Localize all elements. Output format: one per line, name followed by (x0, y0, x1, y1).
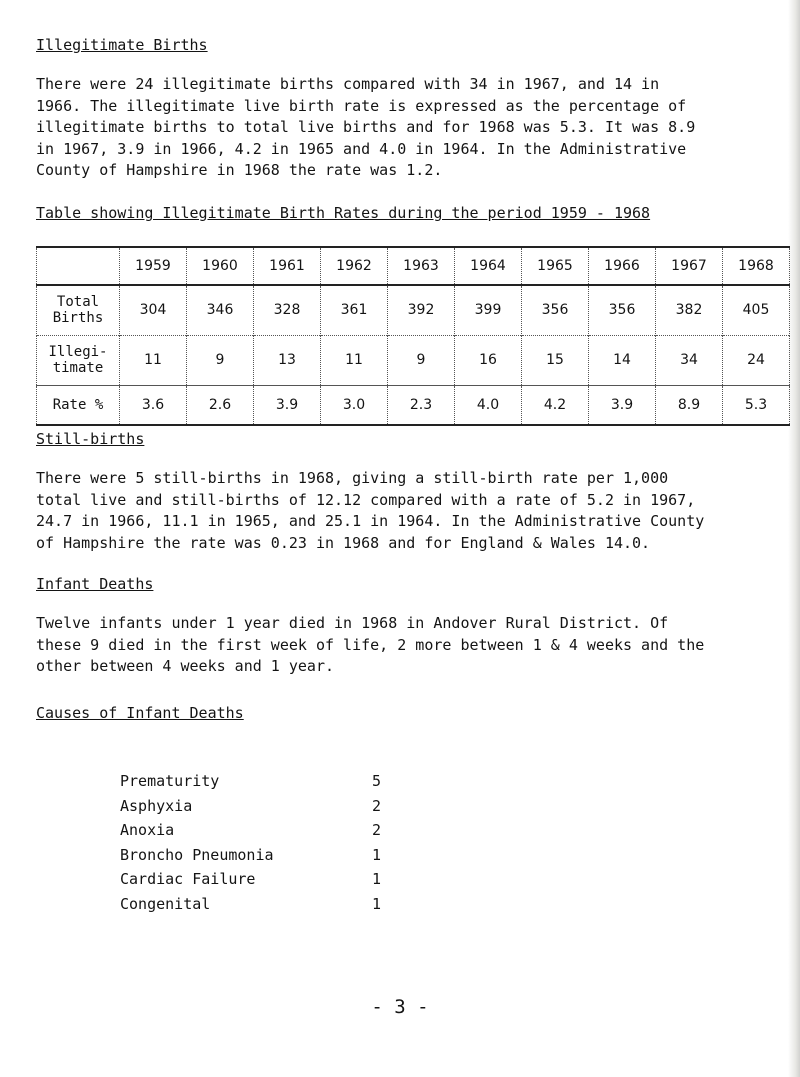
list-item (120, 797, 420, 822)
cause-count: 1 (372, 845, 382, 864)
table-cell: 2.3 (388, 385, 455, 425)
table-cell: 392 (388, 285, 455, 335)
year-header: 1967 (656, 247, 723, 285)
table-cell: 3.9 (589, 385, 656, 425)
row-label: Total Births (37, 285, 120, 335)
paragraph-infant-deaths: Twelve infants under 1 year died in 1968 in Andover Rural District. Of these 9 died in the first week of life, 2 more between 1 & 4 weeks and the other between 4 weeks and 1 year. (36, 614, 705, 675)
table-cell: 356 (589, 285, 656, 335)
table-cell: 4.2 (522, 385, 589, 425)
cause-count: 2 (372, 821, 382, 839)
cause-name: Asphyxia (120, 796, 193, 815)
table-cell: 5.3 (723, 385, 790, 425)
heading-still-births: Still-births (36, 430, 145, 448)
table-cell: 11 (120, 335, 187, 385)
row-label: Rate % (37, 385, 120, 425)
page-edge-shadow (788, 0, 800, 1077)
list-item (120, 772, 420, 797)
heading-illegitimate-births: Illegitimate Births (36, 36, 208, 54)
table-cell: 382 (656, 285, 723, 335)
page-number: - 3 - (371, 996, 429, 1018)
list-item (120, 870, 420, 895)
year-header: 1963 (388, 247, 455, 285)
table-cell: 9 (187, 335, 254, 385)
cause-name: Anoxia (120, 821, 175, 839)
year-header: 1968 (723, 247, 790, 285)
table-cell: 14 (589, 335, 656, 385)
table-cell: 9 (388, 335, 455, 385)
table-cell: 16 (455, 335, 522, 385)
list-item (120, 895, 420, 920)
table-cell: 13 (254, 335, 321, 385)
cause-count: 2 (372, 796, 382, 815)
row-label: Illegi- timate (37, 335, 120, 385)
year-header: 1962 (321, 247, 388, 285)
table-corner-cell (37, 247, 120, 285)
heading-infant-deaths: Infant Deaths (36, 575, 154, 593)
illegitimate-birth-rates-table (36, 246, 790, 426)
paragraph-illegitimate-births: There were 24 illegitimate births compared with 34 in 1967, and 14 in 1966. The illegitimate live birth rate is expressed as the percentage of illegitimate births to total live births and for 1968 was 5.3. It was 8.9 in 1967, 3.9 in 1966, 4.2 in 1965 and 4.0 in 1964. In the Administrative County of Hampshire in 1968 the rate was 1.2. (36, 75, 696, 179)
table-cell: 304 (120, 285, 187, 335)
table-title: Table showing Illegitimate Birth Rates during the period 1959 - 1968 (36, 204, 651, 222)
heading-causes-of-infant-deaths: Causes of Infant Deaths (36, 704, 244, 722)
year-header: 1964 (455, 247, 522, 285)
list-item (120, 821, 420, 846)
table-cell: 24 (723, 335, 790, 385)
table-cell: 361 (321, 285, 388, 335)
table-cell: 328 (254, 285, 321, 335)
table-cell: 15 (522, 335, 589, 385)
table-cell: 3.6 (120, 385, 187, 425)
list-item (120, 846, 420, 871)
table-cell: 3.9 (254, 385, 321, 425)
causes-list (120, 772, 420, 919)
table-row-total-births (37, 285, 790, 335)
cause-name: Cardiac Failure (120, 870, 256, 888)
table-cell: 346 (187, 285, 254, 335)
table-header-row (37, 247, 790, 285)
table-cell: 4.0 (455, 385, 522, 425)
cause-name: Broncho Pneumonia (120, 845, 274, 864)
table-cell: 399 (455, 285, 522, 335)
table-cell: 11 (321, 335, 388, 385)
cause-count: 5 (372, 772, 382, 790)
table-cell: 356 (522, 285, 589, 335)
year-header: 1965 (522, 247, 589, 285)
year-header: 1961 (254, 247, 321, 285)
table-row-rate (37, 385, 790, 425)
cause-name: Congenital (120, 894, 211, 913)
cause-count: 1 (372, 870, 382, 888)
table-row-illegitimate (37, 335, 790, 385)
table-cell: 34 (656, 335, 723, 385)
year-header: 1966 (589, 247, 656, 285)
year-header: 1960 (187, 247, 254, 285)
table-cell: 3.0 (321, 385, 388, 425)
cause-count: 1 (372, 894, 382, 913)
table-cell: 8.9 (656, 385, 723, 425)
year-header: 1959 (120, 247, 187, 285)
table-cell: 2.6 (187, 385, 254, 425)
cause-name: Prematurity (120, 772, 220, 790)
paragraph-still-births: There were 5 still-births in 1968, giving a still-birth rate per 1,000 total live and still-births of 12.12 compared with a rate of 5.2 in 1967, 24.7 in 1966, 11.1 in 1965, and 25.1 in 1964. In the Administrative County of Hampshire the rate was 0.23 in 1968 and for England & Wales 14.0. (36, 469, 705, 552)
table-cell: 405 (723, 285, 790, 335)
